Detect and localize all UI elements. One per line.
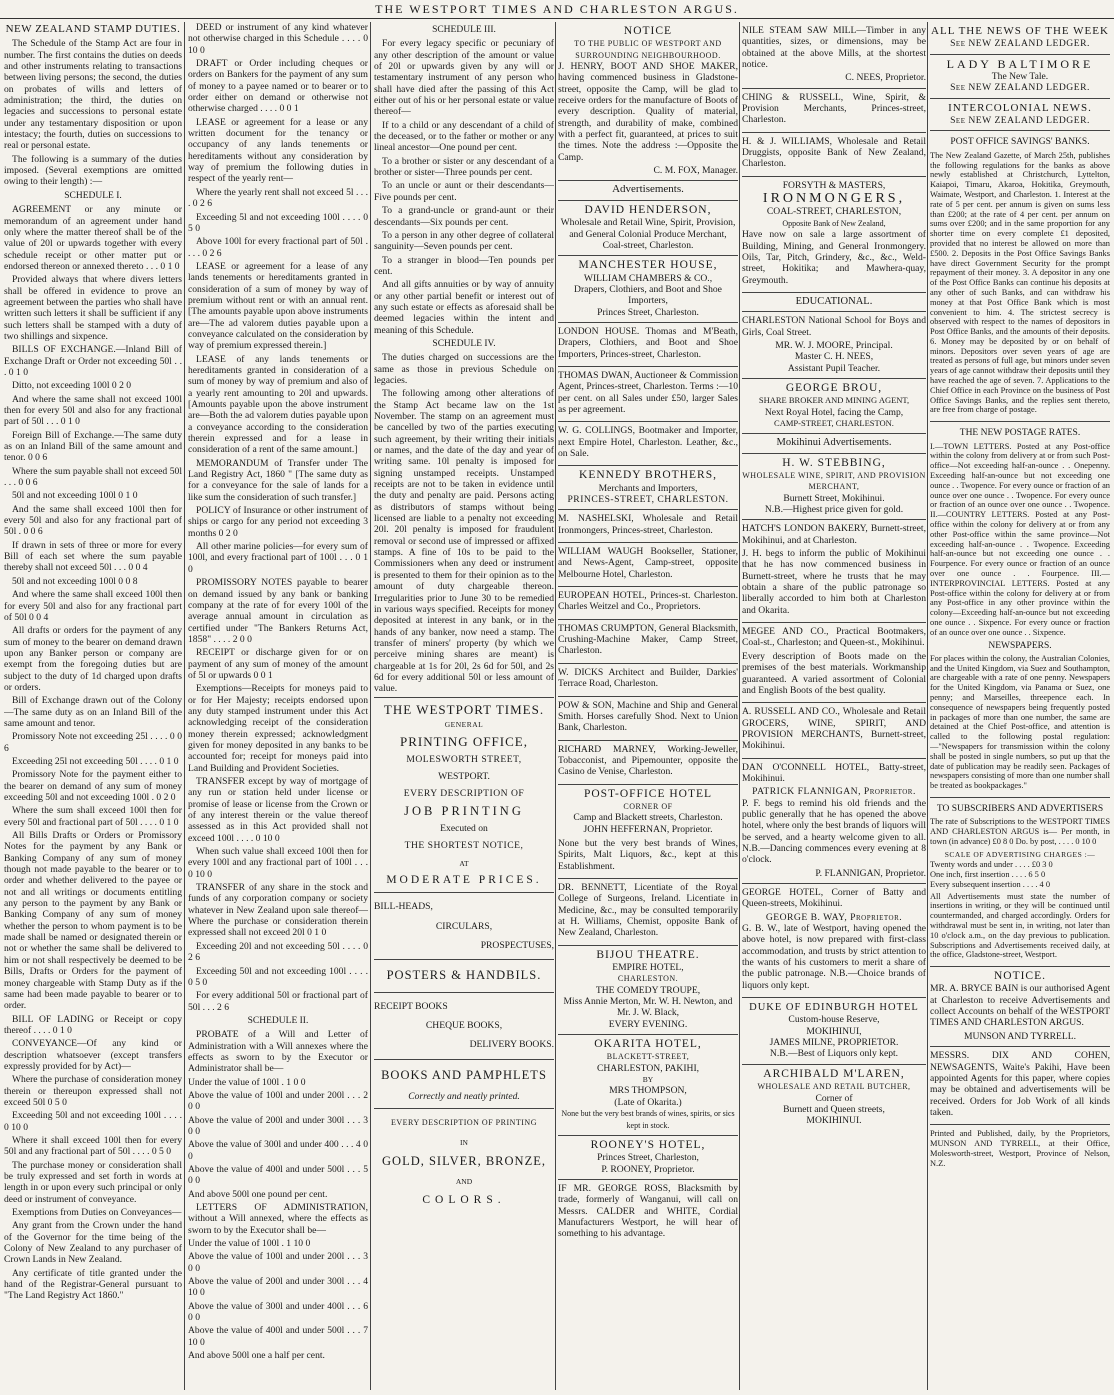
ad-rooneys-hotel bbox=[558, 1136, 738, 1180]
article-title: TO SUBSCRIBERS AND ADVERTISERS bbox=[936, 804, 1104, 815]
ad-line: MODERATE PRICES. bbox=[386, 874, 542, 887]
ad-title: HATCH'S LONDON BAKERY, Burnett-street, Mokihinui, and at Charleston. bbox=[742, 523, 926, 546]
ad-title: LADY BALTIMORE bbox=[946, 56, 1094, 71]
paragraph: And all gifts annuities or by way of annuity or any other partial benefit or interest out of any such estate or effects as aforesaid shall be deemed legacies within the intent and meaning of this Schedule. bbox=[374, 279, 554, 336]
ad-line: Burnett Street, Mokihinui. bbox=[783, 492, 885, 504]
ad-title: INTERCOLONIAL NEWS. bbox=[948, 101, 1092, 114]
ad-manchester-house bbox=[558, 256, 738, 323]
ad-line: CHARLESTON, PAKIHI, bbox=[596, 1062, 700, 1074]
ad-signature: C. M. FOX, Manager. bbox=[653, 165, 738, 177]
paragraph: And where the same shall exceed 100l then for every 50l and also for any fractional part of 50l 0 0 4 bbox=[4, 589, 182, 623]
paragraph: To an uncle or aunt or their descendants—Five pounds per cent. bbox=[374, 180, 554, 203]
ad-george-brou bbox=[742, 379, 926, 434]
schedule-heading: SCHEDULE I. bbox=[64, 190, 122, 201]
ad-line: COAL-STREET, CHARLESTON, bbox=[766, 206, 902, 218]
ad-all-the-news bbox=[930, 22, 1110, 55]
ad-line: Opposite Bank of New Zealand, bbox=[782, 218, 886, 228]
ad-line: DELIVERY BOOKS. bbox=[469, 1039, 554, 1051]
ad-line: Wholesale and Retail Wine, Spirit, Provision, and General Colonial Produce Merchant, bbox=[560, 217, 736, 240]
paragraph: Exceeding 5l and not exceeding 100l . . . . 0 5 0 bbox=[188, 211, 368, 234]
paragraph: The rate of Subscriptions to the WESTPORT TIMES AND CHARLESTON ARGUS is— Per month, in town (in advance) £0 8 0 Do. by post, . . . . 0 10 0 bbox=[930, 817, 1110, 846]
ad-lady-baltimore bbox=[930, 55, 1110, 99]
ad-body: J. HENRY, BOOT AND SHOE MAKER, having commenced business in Gladstone-street, opposite the Camp, will be glad to receive orders for the manufacture of Boots of every description. Quality of material, strength, and durability of make, combined with a perfect fit, guaranteed, at prices to suit the times. Note the address :—Opposite the Camp. bbox=[558, 61, 738, 163]
paragraph: Exceeding 50l and not exceeding 100l . . . . 0 10 0 bbox=[4, 1110, 182, 1133]
ad-body: H. & J. WILLIAMS, Wholesale and Retail Druggists, opposite Bank of New Zealand, Charleston. bbox=[742, 135, 926, 170]
paragraph: LEASE of any lands tenements or hereditaments granted in consideration of a sum of money by way of premium and also of a yearly rent amounting to 20l and upwards. [Amounts payable upon the above instrument are—Both the ad valorem duties payable upon a conveyance according to the consideration therein expressed and for a lease in consideration of a rent of the same amount.] bbox=[188, 353, 368, 456]
duty-row: Under the value of 100l . 1 0 0 bbox=[188, 1076, 306, 1088]
ad-title: NOTICE. bbox=[993, 970, 1047, 983]
duty-row: Above the value of 400l and under 500l . . . 7 10 0 bbox=[188, 1325, 368, 1348]
ad-body: P. F. begs to remind his old friends and the public generally that he has opened the above hotel, where only the best brands of liquors will be served, and a hearty welcome given to all. N.B.—Dancing commences every evening at 8 o'clock. bbox=[742, 797, 926, 866]
paragraph: 50l and not exceeding 100l 0 1 0 bbox=[12, 490, 138, 502]
ad-dicks bbox=[558, 664, 738, 697]
ad-title: BIJOU THEATRE. bbox=[596, 948, 700, 961]
ad-line: AT bbox=[459, 858, 469, 868]
ad-line: PRINTING OFFICE, bbox=[400, 734, 528, 750]
ad-line: SHARE BROKER AND MINING AGENT, bbox=[758, 395, 910, 406]
subheading: SCALE OF ADVERTISING CHARGES :— bbox=[944, 849, 1096, 859]
column-charleston-ads bbox=[558, 22, 738, 1390]
ad-line: EVERY DESCRIPTION OF bbox=[403, 788, 525, 800]
paragraph: Exemptions—Receipts for moneys paid to or for Her Majesty; receipts endorsed upon any duty stamped instrument under this Act acknowledging receipt of the consideration money therein expressed; acknowledgment given for money deposited in any banks to be accounted for; receipt for moneys paid into Land Building and Provident Societies. bbox=[188, 683, 368, 774]
ad-body: A. RUSSELL AND CO., Wholesale and Retail GROCERS, WINE, SPIRIT, AND PROVISION MERCHANTS, Burnett-street, Mokihinui. bbox=[742, 706, 926, 752]
ad-george-hotel bbox=[742, 884, 926, 998]
ad-body: DR. BENNETT, Licentiate of the Royal College of Surgeons, Ireland. Licentiate in Medicine, &c., may be consulted temporarily at H. Williams, Chemist, opposite Bank of New Zealand, Charleston. bbox=[558, 881, 738, 939]
ad-title: DAN O'CONNELL HOTEL, Batty-street, Mokihinui. bbox=[742, 761, 926, 784]
ad-line: PRINCES-STREET, CHARLESTON. bbox=[567, 494, 729, 506]
paragraph: Ditto, not exceeding 100l 0 2 0 bbox=[12, 380, 132, 392]
paragraph: Where it shall exceed 100l then for every 50l and any fractional part of 50l . . . . 0 5 0 bbox=[4, 1134, 182, 1158]
paragraph: To a person in any other degree of collateral sanguinity—Seven pounds per cent. bbox=[374, 229, 554, 253]
ad-european-hotel bbox=[558, 587, 738, 620]
article-title: NEWSPAPERS. bbox=[988, 640, 1052, 651]
ad-line: GENERAL bbox=[444, 719, 484, 729]
ad-line: N.B.—Highest price given for gold. bbox=[764, 504, 904, 516]
ad-dan-oconnell-hotel bbox=[742, 759, 926, 884]
ad-title: DAVID HENDERSON, bbox=[584, 203, 712, 216]
ad-line: BY bbox=[642, 1075, 654, 1085]
paragraph: POLICY of Insurance or other instrument of ships or cargo for any period not exceeding 3 months 0 2 0 bbox=[188, 505, 368, 539]
ad-national-school bbox=[742, 312, 926, 379]
paragraph: All Advertisements must state the number of insertions in writing, or they will be continued until countermanded, and charged accordingly. Orders for withdrawal must be sent in, in writing, not later than 10 o'clock a.m., on the day previous to publication. Subscriptions and Advertisements received daily, at the office, Gladstone-street, Westport. bbox=[930, 891, 1110, 960]
ad-line: AND bbox=[455, 1176, 473, 1186]
ad-ching-russell bbox=[742, 89, 926, 133]
paragraph: Exceeding 20l and not exceeding 50l . . . . 0 2 6 bbox=[188, 940, 368, 964]
paragraph: The duties charged on successions are the same as those in previous Schedule on legacies. bbox=[374, 352, 554, 386]
ad-title: POST-OFFICE HOTEL bbox=[583, 787, 713, 800]
section-heading: Mokihinui Advertisements. bbox=[742, 434, 926, 453]
ad-body: Have now on sale a large assortment of Building, Mining, and General Ironmongery. Oils, Tar, Pitch, Grindery, &c., &c., Weld-street, Hokitika; and Mawhera-quay, Greymouth. bbox=[742, 229, 926, 286]
paragraph: RECEIPT or discharge given for or on payment of any sum of money of the amount of 5l or upwards 0 0 1 bbox=[188, 647, 368, 681]
paragraph: To a stranger in blood—Ten pounds per cent. bbox=[374, 254, 554, 277]
duty-row: Above the value of 200l and under 300l . . . 3 0 0 bbox=[188, 1114, 368, 1137]
ad-body: W. DICKS Architect and Builder, Darkies' Terrace Road, Charleston. bbox=[558, 666, 738, 690]
paragraph: TRANSFER of any share in the stock and funds of any corporation company or society whatever in New Zealand upon sale thereof—Where the purchase or consideration therein expressed shall not exceed 20l 0 1 0 bbox=[188, 882, 368, 939]
ad-george-ross bbox=[558, 1180, 738, 1246]
duty-row: Above the value of 100l and under 200l . . . 3 0 0 bbox=[188, 1251, 368, 1274]
ad-line: The New Tale. bbox=[991, 71, 1049, 83]
paragraph: DRAFT or Order including cheques or orders on Bankers for the payment of any sum of money to a payee named or to bearer or to order either on demand or otherwise not otherwise charged . . . . 0 0 1 bbox=[188, 58, 368, 115]
paragraph: All Bills Drafts or Orders or Promissory Notes for the payment by any Bank or Banking Company of any sum of money though not made payable to the bearer or to order and whether delivered to the payee or not and all writings or documents entitling any person to the payment by any Bank or Banking Company of any sum of money whether the person to whom payment is to be made shall be named or designated therein or not or whether the same shall be delivered to him or not shall respectively be deemed to be Bills, Drafts or Orders for the payment of money chargeable with Stamp Duty as if the same had been made payable to bearer or to order. bbox=[4, 830, 182, 1012]
ad-nile-saw-mill bbox=[742, 22, 926, 89]
ad-signature: GEORGE B. WAY, Proprietor. bbox=[765, 911, 903, 923]
ad-title: OKARITA HOTEL, bbox=[594, 1038, 702, 1051]
ad-body: Every description of Boots made on the premises of the best materials. Workmanship guaranteed. A varied assortment of Colonial and English Boots of the best quality. bbox=[742, 650, 926, 696]
ad-hatch-bakery bbox=[742, 520, 926, 623]
ad-body: WILLIAM WAUGH Bookseller, Stationer, and News-Agent, Camp-street, opposite Melbourne Hotel, Charleston. bbox=[558, 546, 738, 580]
paragraph: Any grant from the Crown under the hand of the Governor for the time being of the Colony of New Zealand to any purchaser of Crown Lands in New Zealand. bbox=[4, 1220, 182, 1266]
ad-title: GEORGE HOTEL, Corner of Batty and Queen-streets, Mokihinui. bbox=[742, 887, 926, 910]
ad-title: KENNEDY BROTHERS, bbox=[579, 469, 717, 482]
ad-line: MOLESWORTH STREET, bbox=[406, 753, 522, 765]
paragraph: All drafts or orders for the payment of any sum of money to the bearer on demand drawn upon any Banker person or company are exempt from the foregoing duties but are subject to the duty of 1d charged upon drafts or orders. bbox=[4, 625, 182, 693]
ad-signature: C. NEES, Proprietor. bbox=[845, 72, 926, 84]
ad-line: MR. W. J. MOORE, Principal. bbox=[775, 339, 893, 351]
ad-line: Princes Street, Charleston. bbox=[597, 306, 699, 318]
article-postage-rates bbox=[930, 422, 1110, 798]
ad-line: BILL-HEADS, bbox=[374, 901, 433, 913]
paragraph: BILLS OF EXCHANGE.—Inland Bill of Exchange Draft or Order not exceeding 50l . . . 0 1 0 bbox=[4, 344, 182, 378]
duty-row: Above the value of 400l and under 500l . . . 5 0 0 bbox=[188, 1164, 368, 1187]
paragraph: And where the same shall not exceed 100l then for every 50l and also for any fractional part of 50l . . . 0 1 0 bbox=[4, 393, 182, 428]
ad-forsyth-masters bbox=[742, 177, 926, 293]
rate-row: Every subsequent insertion . . . . 4 0 bbox=[930, 879, 1051, 889]
paragraph: Exceeding 50l and not exceeding 100l . . . . 0 5 0 bbox=[188, 965, 368, 988]
ad-line: See NEW ZEALAND LEDGER. bbox=[950, 82, 1090, 94]
paragraph: Provided always that where divers letters shall be offered in evidence to prove an agreement between the parties who shall have written such letters it shall be sufficient if any such letters shall be stamped with a duty of two shillings and sixpence. bbox=[4, 274, 182, 342]
paragraph: Promissory Note for the payment either to the bearer on demand of any sum of money exceeding 50l and not exceeding 100l . 0 2 0 bbox=[4, 769, 182, 803]
ad-line: Miss Annie Merton, Mr. W. H. Newton, and Mr. J. W. Black, bbox=[563, 996, 733, 1019]
ad-russell-grocers bbox=[742, 703, 926, 758]
ad-line: Drapers, Clothiers, and Boot and Shoe Importers, bbox=[574, 283, 722, 307]
paragraph: Exemptions from Duties on Conveyances— bbox=[12, 1207, 182, 1219]
rate-row: Twenty words and under . . . . £0 3 0 bbox=[930, 860, 1053, 870]
ad-williams bbox=[742, 133, 926, 177]
ad-title: THE WESTPORT TIMES. bbox=[383, 701, 545, 717]
ad-line: Master C. H. NEES, bbox=[794, 351, 874, 363]
ad-body: CHING & RUSSELL, Wine, Spirit, & Provision Merchants, Princes-street, Charleston. bbox=[742, 91, 926, 126]
duty-row: And above 500l one pound per cent. bbox=[188, 1188, 328, 1200]
column-stamp-duties-cont bbox=[188, 22, 368, 1390]
subscribers-advertisers bbox=[930, 798, 1110, 967]
ad-line: Burnett and Queen streets, bbox=[783, 1103, 885, 1115]
ad-line: PROSPECTUSES, bbox=[480, 940, 554, 952]
ad-london-house bbox=[558, 323, 738, 367]
ad-body: W. G. COLLINGS, Bootmaker and Importer, next Empire Hotel, Charleston. Leather, &c., on Sale. bbox=[558, 425, 738, 459]
ad-line: CHEQUE BOOKS, bbox=[425, 1020, 503, 1032]
ad-line: EVERY EVENING. bbox=[608, 1018, 688, 1030]
paragraph: For every legacy specific or pecuniary of any other description of the amount or value of 20l or upwards given by any will or testamentary instrument of any person who shall have died after the passing of this Act either out of his or her personal estate or value thereof— bbox=[374, 38, 554, 118]
ad-body: J. H. begs to inform the public of Mokihinui that he has now commenced business in Burnett-street, where he trusts that he may obtain a share of the public patronage so liberally accorded to him both at Charleston and Okarita. bbox=[742, 548, 926, 616]
paragraph: Where the sum shall exceed 100l then for every 50l and fractional part of 50l . . . . 0 1 0 bbox=[4, 805, 182, 828]
ad-line: BLACKETT-STREET, bbox=[606, 1052, 690, 1062]
paragraph: Above 100l for every fractional part of 50l . . . . 0 2 6 bbox=[188, 236, 368, 259]
ad-body: RICHARD MARNEY, Working-Jeweller, Tobacconist, and Pipemounter, opposite the Casino de Venise, Charleston. bbox=[558, 743, 738, 778]
ad-line: Camp and Blackett streets, Charleston. bbox=[573, 812, 723, 824]
ad-line: See NEW ZEALAND LEDGER. bbox=[950, 115, 1090, 127]
ad-body: POW & SON, Machine and Ship and General Smith. Horses carefully Shod. Next to Union Bank, Charleston. bbox=[558, 699, 738, 734]
ad-nashelski bbox=[558, 510, 738, 543]
ad-line: MRS THOMPSON, bbox=[609, 1085, 687, 1097]
paragraph: To a brother or sister or any descendant of a brother or sister—Three pounds per cent. bbox=[374, 155, 554, 179]
ad-body: EUROPEAN HOTEL, Princes-st. Charleston. Charles Weitzel and Co., Proprietors. bbox=[558, 590, 738, 613]
masthead: THE WESTPORT TIMES AND CHARLESTON ARGUS. bbox=[0, 2, 1114, 19]
ad-pow bbox=[558, 697, 738, 741]
ad-line: FORSYTH & MASTERS, bbox=[782, 179, 886, 191]
duty-row: Above the value of 300l and under 400 . . . 4 0 0 bbox=[188, 1139, 368, 1162]
column-mokihinui-ads bbox=[742, 22, 926, 1390]
ad-henderson bbox=[558, 201, 738, 256]
ad-line: See NEW ZEALAND LEDGER. bbox=[950, 38, 1090, 50]
ad-line: CORNER OF bbox=[623, 801, 673, 811]
paragraph: MEMORANDUM of Transfer under The Land Registry Act, 1860 " [The same duty as for a conveyance for the sale of lands for a like sum the consideration of such transfer.] bbox=[188, 457, 368, 503]
ad-body: MESSRS. DIX AND COHEN, NEWSAGENTS, Waite's Pakihi, Have been appointed Agents for this paper, where copies may be obtained and advertisements will be received. Orders for Job Work of all kinds taken. bbox=[930, 1050, 1110, 1118]
paragraph: If drawn in sets of three or more for every Bill of each set where the sum payable thereby shall not exceed 50l . . . 0 0 4 bbox=[4, 539, 182, 574]
ad-intercolonial bbox=[930, 99, 1110, 132]
paragraph: BILL OF LADING or Receipt or copy thereof . . . . 0 1 0 bbox=[4, 1013, 182, 1036]
ad-title: DUKE OF EDINBURGH HOTEL bbox=[749, 1002, 919, 1014]
imprint: Printed and Published, daily, by the Proprietors, MUNSON AND TYRRELL, at their Office, Molesworth-street, Westport, Province of Nelson, N.Z. bbox=[930, 1129, 1110, 1168]
ad-duke-of-edinburgh bbox=[742, 998, 926, 1065]
schedule-heading: SCHEDULE II. bbox=[247, 1015, 309, 1026]
ad-line: CHARLESTON. bbox=[617, 974, 679, 984]
paragraph: Any certificate of title granted under the hand of the Registrar-General pursuant to "The Land Registry Act 1860." bbox=[4, 1267, 182, 1302]
ad-megee bbox=[742, 623, 926, 703]
ad-body: M. NASHELSKI, Wholesale and Retail Ironmongers, Princes-street, Charleston. bbox=[558, 513, 738, 536]
paragraph: LEASE or agreement for a lease or any written document for the tenancy or occupancy of any lands tenements or hereditaments without any consideration by way of premium the following duties in respect of the yearly rent— bbox=[188, 116, 368, 185]
ad-line: RECEIPT BOOKS bbox=[374, 1000, 448, 1012]
ad-stebbing bbox=[742, 454, 926, 521]
article-title: POST OFFICE SAVINGS' BANKS. bbox=[950, 137, 1090, 148]
paragraph: CONVEYANCE—Of any kind or description whatsoever (except transfers expressly provided for by Act)— bbox=[4, 1038, 182, 1072]
ad-body: NILE STEAM SAW MILL—Timber in any quantities, sizes, or dimensions, may be obtained at the above Mills, at the shortest notice. bbox=[742, 25, 926, 71]
ad-subtitle: TO THE PUBLIC OF WESTPORT AND SURROUNDING NEIGHBOURHOOD. bbox=[574, 39, 722, 60]
duty-row: Above the value of 200l and under 300l . . . 4 10 0 bbox=[188, 1276, 368, 1299]
article-savings-banks bbox=[930, 131, 1110, 422]
ad-line: POSTERS & HANDBILS. bbox=[386, 968, 542, 983]
paragraph: PROBATE of a Will and Letter of Administration with a Will annexes where the effects as sworn to by the Executor or Administrator shall be— bbox=[188, 1029, 368, 1075]
paragraph: Where the yearly rent shall not exceed 5l . . . . 0 2 6 bbox=[188, 186, 368, 210]
ad-line: WHOLESALE WINE, SPIRIT, AND PROVISION MERCHANT, bbox=[742, 471, 926, 492]
paragraph: If to a child or any descendant of a child of the deceased, or to the father or mother or any lineal ancestor—One pound per cent. bbox=[374, 119, 554, 154]
ad-line: GOLD, SILVER, BRONZE, bbox=[382, 1154, 546, 1169]
ad-line: MOKIHINUI. bbox=[806, 1115, 862, 1127]
ad-body: MR. A. BRYCE BAIN is our authorised Agent at Charleston to receive Advertisements and collect Accounts on behalf of the WESTPORT TIMES AND CHARLESTON ARGUS. bbox=[930, 983, 1110, 1029]
ad-line: WESTPORT. bbox=[438, 770, 490, 782]
ad-title: NOTICE bbox=[623, 25, 673, 37]
ad-line: Custom-house Reserve, bbox=[788, 1014, 880, 1026]
rate-row: One inch, first insertion . . . . 6 5 0 bbox=[930, 869, 1046, 879]
ad-title: H. W. STEBBING, bbox=[782, 456, 886, 469]
ad-dix-cohen bbox=[930, 1047, 1110, 1125]
ad-line: Next Royal Hotel, facing the Camp, bbox=[764, 406, 904, 418]
article-title: NEW ZEALAND STAMP DUTIES. bbox=[5, 23, 181, 35]
ad-title: MEGEE AND CO., Practical Bootmakers, Coal-st., Charleston; and Queen-st., Mokihinui. bbox=[742, 626, 926, 649]
ad-line: JOB PRINTING bbox=[404, 803, 524, 818]
ad-kennedy bbox=[558, 466, 738, 510]
ad-dwan bbox=[558, 367, 738, 422]
ad-line: Merchants and Importers, bbox=[598, 482, 698, 494]
paragraph: I.—TOWN LETTERS. Posted at any Post-office within the colony from delivery at or from such Post-office—Not exceeding half-an-ounce . . Onepenny. Exceeding half-an-ounce but not exceeding one ounce . . Twopence. For every ounce or fraction of an ounce over one ounce . . Twopence. For every ounce or fraction of an ounce over one ounce . . Twopence. II.—COUNTRY LETTERS. Posted at any Post-office within the colony for delivery at or from any other Post-office within the same province—Not exceeding half-an-ounce . . Twopence. Exceeding half-an-ounce but not exceeding one ounce . . Fourpence. For every ounce or fraction of an ounce over one ounce . . Fourpence. III.—INTERPROVINCIAL LETTERS. Posted at any Post-office within the colony for delivery at or from any Post-office in any other province within the colony—Exceeding half-an-ounce but not exceeding one ounce . . Sixpence. For every ounce or fraction of an ounce over one ounce . . Sixpence. bbox=[930, 441, 1110, 637]
paragraph: The following is a summary of the duties imposed. (Several exemptions are omitted owing to their length) :— bbox=[4, 153, 182, 188]
paragraph: Foreign Bill of Exchange.—The same duty as on an Inland Bill of the same amount and tenor. 0 0 6 bbox=[4, 429, 182, 464]
ad-line: JOHN HEFFERNAN, Proprietor. bbox=[583, 823, 713, 835]
duty-row: And above 500l one a half per cent. bbox=[188, 1350, 325, 1362]
ad-line: CIRCULARS, bbox=[435, 920, 493, 932]
ad-line: Assistant Pupil Teacher. bbox=[787, 362, 881, 374]
ad-body: G. B. W., late of Westport, having opened the above hotel, is now prepared with first-class accommodation, and trusts by strict attention to the wants of his customers to merit a share of the public patronage. N.B.—Choice brands of liquors only kept. bbox=[742, 923, 926, 991]
ad-post-office-hotel bbox=[558, 785, 738, 879]
paragraph: For every additional 50l or fractional part of 50l . . . 2 6 bbox=[188, 990, 368, 1013]
ad-line: THE COMEDY TROUPE, bbox=[595, 984, 701, 996]
paragraph: To a grand-uncle or grand-aunt or their descendants—Six pounds per cent. bbox=[374, 205, 554, 228]
ad-body: CHARLESTON National School for Boys and Girls, Coal Street. bbox=[742, 315, 926, 338]
duty-row: Above the value of 100l and under 200l . . . 2 0 0 bbox=[188, 1089, 368, 1113]
ad-line: MOKIHINUI, bbox=[806, 1025, 862, 1037]
paragraph: And the same shall exceed 100l then for every 50l and also for any fractional part of 50l . 0 0 6 bbox=[4, 503, 182, 538]
paragraph: LEASE or agreement for a lease of any lands tenements or hereditaments granted in consideration of a sum of money by way of premium without rent or with an annual rent. [The amounts payable upon above instruments are—The ad valorem duties payable upon a conveyance calculated on the consideration by way of premium expressed therein.] bbox=[188, 260, 368, 352]
paragraph: All other marine policies—for every sum of 100l, and every fractional part of 100l . . . 0 1 0 bbox=[188, 541, 368, 575]
ad-line: Correctly and neatly printed. bbox=[408, 1091, 520, 1103]
ad-line: Coal-street, Charleston. bbox=[602, 239, 694, 251]
ad-title: IRONMONGERS, bbox=[762, 191, 906, 207]
ad-signature: P. FLANNIGAN, Proprietor. bbox=[815, 867, 926, 879]
ad-signature: PATRICK FLANNIGAN, Proprietor. bbox=[752, 786, 916, 798]
paragraph: For places within the colony, the Australian Colonies, and the United Kingdom, via Suez and Southampton, are chargeable with a rate of one penny. Newspapers for the United Kingdom, via Panama or Suez, one penny; and Marseilles, threepence each. In consequence of newspapers being frequently posted in packages of more than one number, the same are detained at the Chief Post-office, and attention is called to the following postal regulation:—"Newspapers for transmission within the colony shall be posted in single numbers, so put up that the date of publication may be readily seen. Packages of newspapers consisting of more than one number shall be treated as bookpackages." bbox=[930, 653, 1110, 791]
column-notices bbox=[930, 22, 1110, 1390]
ad-body: None but the very best brands of Wines, Spirits, Malt Liquors, &c., kept at this Establishment. bbox=[558, 837, 738, 872]
ad-line: N.B.—Best of Liquors only kept. bbox=[769, 1048, 899, 1060]
paragraph: PROMISSORY NOTES payable to bearer on demand issued by any bank or banking company at the rate of for every 100l of the average annual amount in circulation as certified under "The Bankers Returns Act, 1858" . . . . 2 0 0 bbox=[188, 577, 368, 645]
ad-line: EMPIRE HOTEL, bbox=[612, 962, 684, 974]
ad-title: MANCHESTER HOUSE, bbox=[578, 259, 718, 272]
paragraph: The purchase money or consideration shall be truly expressed and set forth in words at length in or upon every such principal or only deed or instrument of conveyance. bbox=[4, 1159, 182, 1205]
ad-title: ROONEY'S HOTEL, bbox=[590, 1138, 706, 1151]
ad-marney bbox=[558, 741, 738, 785]
ad-line: BOOKS AND PAMPHLETS bbox=[381, 1067, 547, 1082]
section-heading: EDUCATIONAL. bbox=[742, 293, 926, 312]
ad-bijou-theatre bbox=[558, 946, 738, 1035]
column-stamp-duties bbox=[4, 22, 182, 1390]
ad-title: GEORGE BROU, bbox=[785, 381, 883, 394]
ad-body: THOMAS CRUMPTON, General Blacksmith, Crushing-Machine Maker, Camp Street, Charleston. bbox=[558, 622, 738, 657]
paragraph: The New Zealand Gazette, of March 25th, publishes the following regulations for the banks as above newly established at Christchurch, Lyttelton, Kaiapoi, Timaru, Akaroa, Hokitika, Greymouth, Waimate, Westport, and Charleston. 1. Interest at the rate of 5 per cent. per annum is given on sums less than £200; at the rate of 4 per cent. per annum on sums over £200; and in the same proportion for any shorter time on every complete £1 deposited, provided that no interest be allowed on more than £500. 2. Deposits in the Post Office Savings Banks have direct Government Security for the prompt repayment of their money. 3. A depositor in any one of the Post Office Banks can continue his deposits at any other of such Banks, and can withdraw his money at that Post Office Bank which is most convenient to him. 4. The strictest secrecy is observed with respect to the names of depositors in Post Office Banks, and the amounts of their deposits. 6. Money may be deposited by or on behalf of minors. Depositors over seven years of age are treated as persons of full age, but minors under seven years of age cannot withdraw their deposits until they have reached the age of seven. 7. Applications to the Chief Office in each Province on the business of Post Office Savings Banks, and the replies sent thereto, are free from charge of postage. bbox=[930, 150, 1110, 415]
ad-line: COLORS. bbox=[422, 1193, 506, 1206]
paragraph: DEED or instrument of any kind whatever not otherwise charged in this Schedule . . . . 0 10 0 bbox=[188, 22, 368, 56]
ad-line: EVERY DESCRIPTION OF PRINTING bbox=[391, 1118, 537, 1128]
paragraph: The Schedule of the Stamp Act are four in number. The first contains the duties on deeds and other instruments relating to transactions between living persons; the second, the duties on probates of wills and letters of administration; the third, the duties on legacies and successions to personal estate under any testamentary disposition or upon intestacy; the fourth, duties on successions to real or personal estate. bbox=[4, 38, 182, 152]
paragraph: When such value shall exceed 100l then for every 100l and any fractional part of 100l . . . 0 10 0 bbox=[188, 846, 368, 880]
ad-line: IN bbox=[460, 1137, 468, 1147]
paragraph: The following among other alterations of the Stamp Act became law on the 1st November. The stamp on an agreement must be cancelled by two of the parties executing such agreement, by their writing their initials or names, and the date of the day and year of writing same. 10l penalty is imposed for signing unstamped receipts. Unstamped receipts are not to be taken in evidence until the duty and penalty are paid. Persons acting as distributors of stamps without being licensed are liable to a penalty not exceeding 20l. 20l penalty is imposed for fraudulent removal or second use of impressed or affixed stamps. A fine of 10s to be paid to the Commissioners when any deed or instrument is presented to them for their opinion as to the amount of duty chargeable thereon. Irregularities prior to June 30 to be remedied in various ways specified. Receipts for money deposited at interest in any bank, or in the hands of any banker, now need a stamp. The transfer of miners' property (by which we perceive mining shares are meant) is chargeable at 1s for 20l, 2s 6d for 50l, and 2s 6d for every additional 50l or less amount of value. bbox=[374, 388, 554, 695]
paragraph: Promissory Note not exceeding 25l . . . . 0 0 6 bbox=[4, 731, 182, 754]
ad-okarita-hotel bbox=[558, 1035, 738, 1136]
ad-mclaren bbox=[742, 1065, 926, 1131]
column-schedules-printing bbox=[374, 22, 554, 1390]
ad-crumpton bbox=[558, 620, 738, 664]
ad-body: THOMAS DWAN, Auctioneer & Commission Agent, Princes-street, Charleston. Terms :—10 per cent. on all Sales under £50, larger Sales as per agreement. bbox=[558, 369, 738, 415]
duty-row: Above the value of 300l and under 400l . . . 6 0 0 bbox=[188, 1300, 368, 1324]
ad-collings bbox=[558, 422, 738, 466]
ad-line: Princes Street, Charleston, bbox=[597, 1152, 699, 1164]
paragraph: 50l and not exceeding 100l 0 0 8 bbox=[12, 575, 138, 587]
notice-ad bbox=[558, 22, 738, 181]
paragraph: TRANSFER except by way of mortgage of any run or station held under license or promise of lease or license from the Crown or of any interest therein or the value thereof assessed as in this Act provided shall not exceed 100l . . . . 0 10 0 bbox=[188, 776, 368, 844]
ad-title: ALL THE NEWS OF THE WEEK bbox=[931, 25, 1109, 37]
ad-body: LONDON HOUSE. Thomas and M'Beath, Drapers, Clothiers, and Boot and Shoe Importers, Princes-street, Charleston. bbox=[558, 325, 738, 360]
article-title: THE NEW POSTAGE RATES. bbox=[959, 428, 1081, 439]
ad-line: WILLIAM CHAMBERS & CO., bbox=[583, 272, 713, 284]
ad-waugh bbox=[558, 543, 738, 587]
ad-line: THE SHORTEST NOTICE, bbox=[404, 840, 524, 852]
ad-line: JAMES MILNE, PROPRIETOR. bbox=[769, 1037, 899, 1049]
ad-line: Corner of bbox=[815, 1092, 853, 1104]
ad-line: None but the very best brands of wines, spirits, or sics kept in stock. bbox=[561, 1109, 735, 1130]
ad-line: WHOLESALE AND RETAIL BUTCHER, bbox=[757, 1082, 911, 1092]
ad-line: Executed on bbox=[440, 823, 488, 834]
ad-line: P. ROONEY, Proprietor. bbox=[601, 1163, 695, 1175]
section-heading: Advertisements. bbox=[558, 181, 738, 200]
printing-office-ad bbox=[374, 700, 554, 1219]
ad-bennett bbox=[558, 879, 738, 946]
paragraph: Bill of Exchange drawn out of the Colony—The same duty as on an Inland Bill of the same amount and tenor. bbox=[4, 695, 182, 729]
paragraph: AGREEMENT or any minute or memorandum of an agreement under hand only where the matter thereof shall be of the value of 20l or upwards together with every schedule receipt or other matter put or endorsed thereon or annexed thereto . . . 0 1 0 bbox=[4, 204, 182, 272]
ad-line: CAMP-STREET, CHARLESTON. bbox=[774, 417, 894, 428]
duty-row: Under the value of 100l . 1 10 0 bbox=[188, 1238, 311, 1250]
ad-body: IF MR. GEORGE ROSS, Blacksmith by trade, formerly of Wanganui, will call on Messrs. CALDER and WHITE, Cordial Manufacturers Westport, he will hear of something to his advantage. bbox=[558, 1182, 738, 1240]
schedule-heading: SCHEDULE III. bbox=[432, 25, 496, 35]
paragraph: Where the sum payable shall not exceed 50l . . . 0 0 6 bbox=[4, 465, 182, 489]
schedule-heading: SCHEDULE IV. bbox=[432, 338, 496, 349]
ad-title: ARCHIBALD M'LAREN, bbox=[763, 1067, 905, 1080]
ad-signature: MUNSON AND TYRRELL. bbox=[963, 1030, 1077, 1042]
paragraph: Where the purchase of consideration money therein or thereupon expressed shall not exceed 50l 0 5 0 bbox=[4, 1074, 182, 1108]
notice-bryce-bain bbox=[930, 967, 1110, 1047]
paragraph: Exceeding 25l not exceeding 50l . . . . 0 1 0 bbox=[12, 755, 179, 767]
ad-line: (Late of Okarita.) bbox=[614, 1096, 682, 1108]
paragraph: LETTERS OF ADMINISTRATION, without a Will annexed, where the effects as sworn to by the Executor shall be— bbox=[188, 1202, 368, 1236]
